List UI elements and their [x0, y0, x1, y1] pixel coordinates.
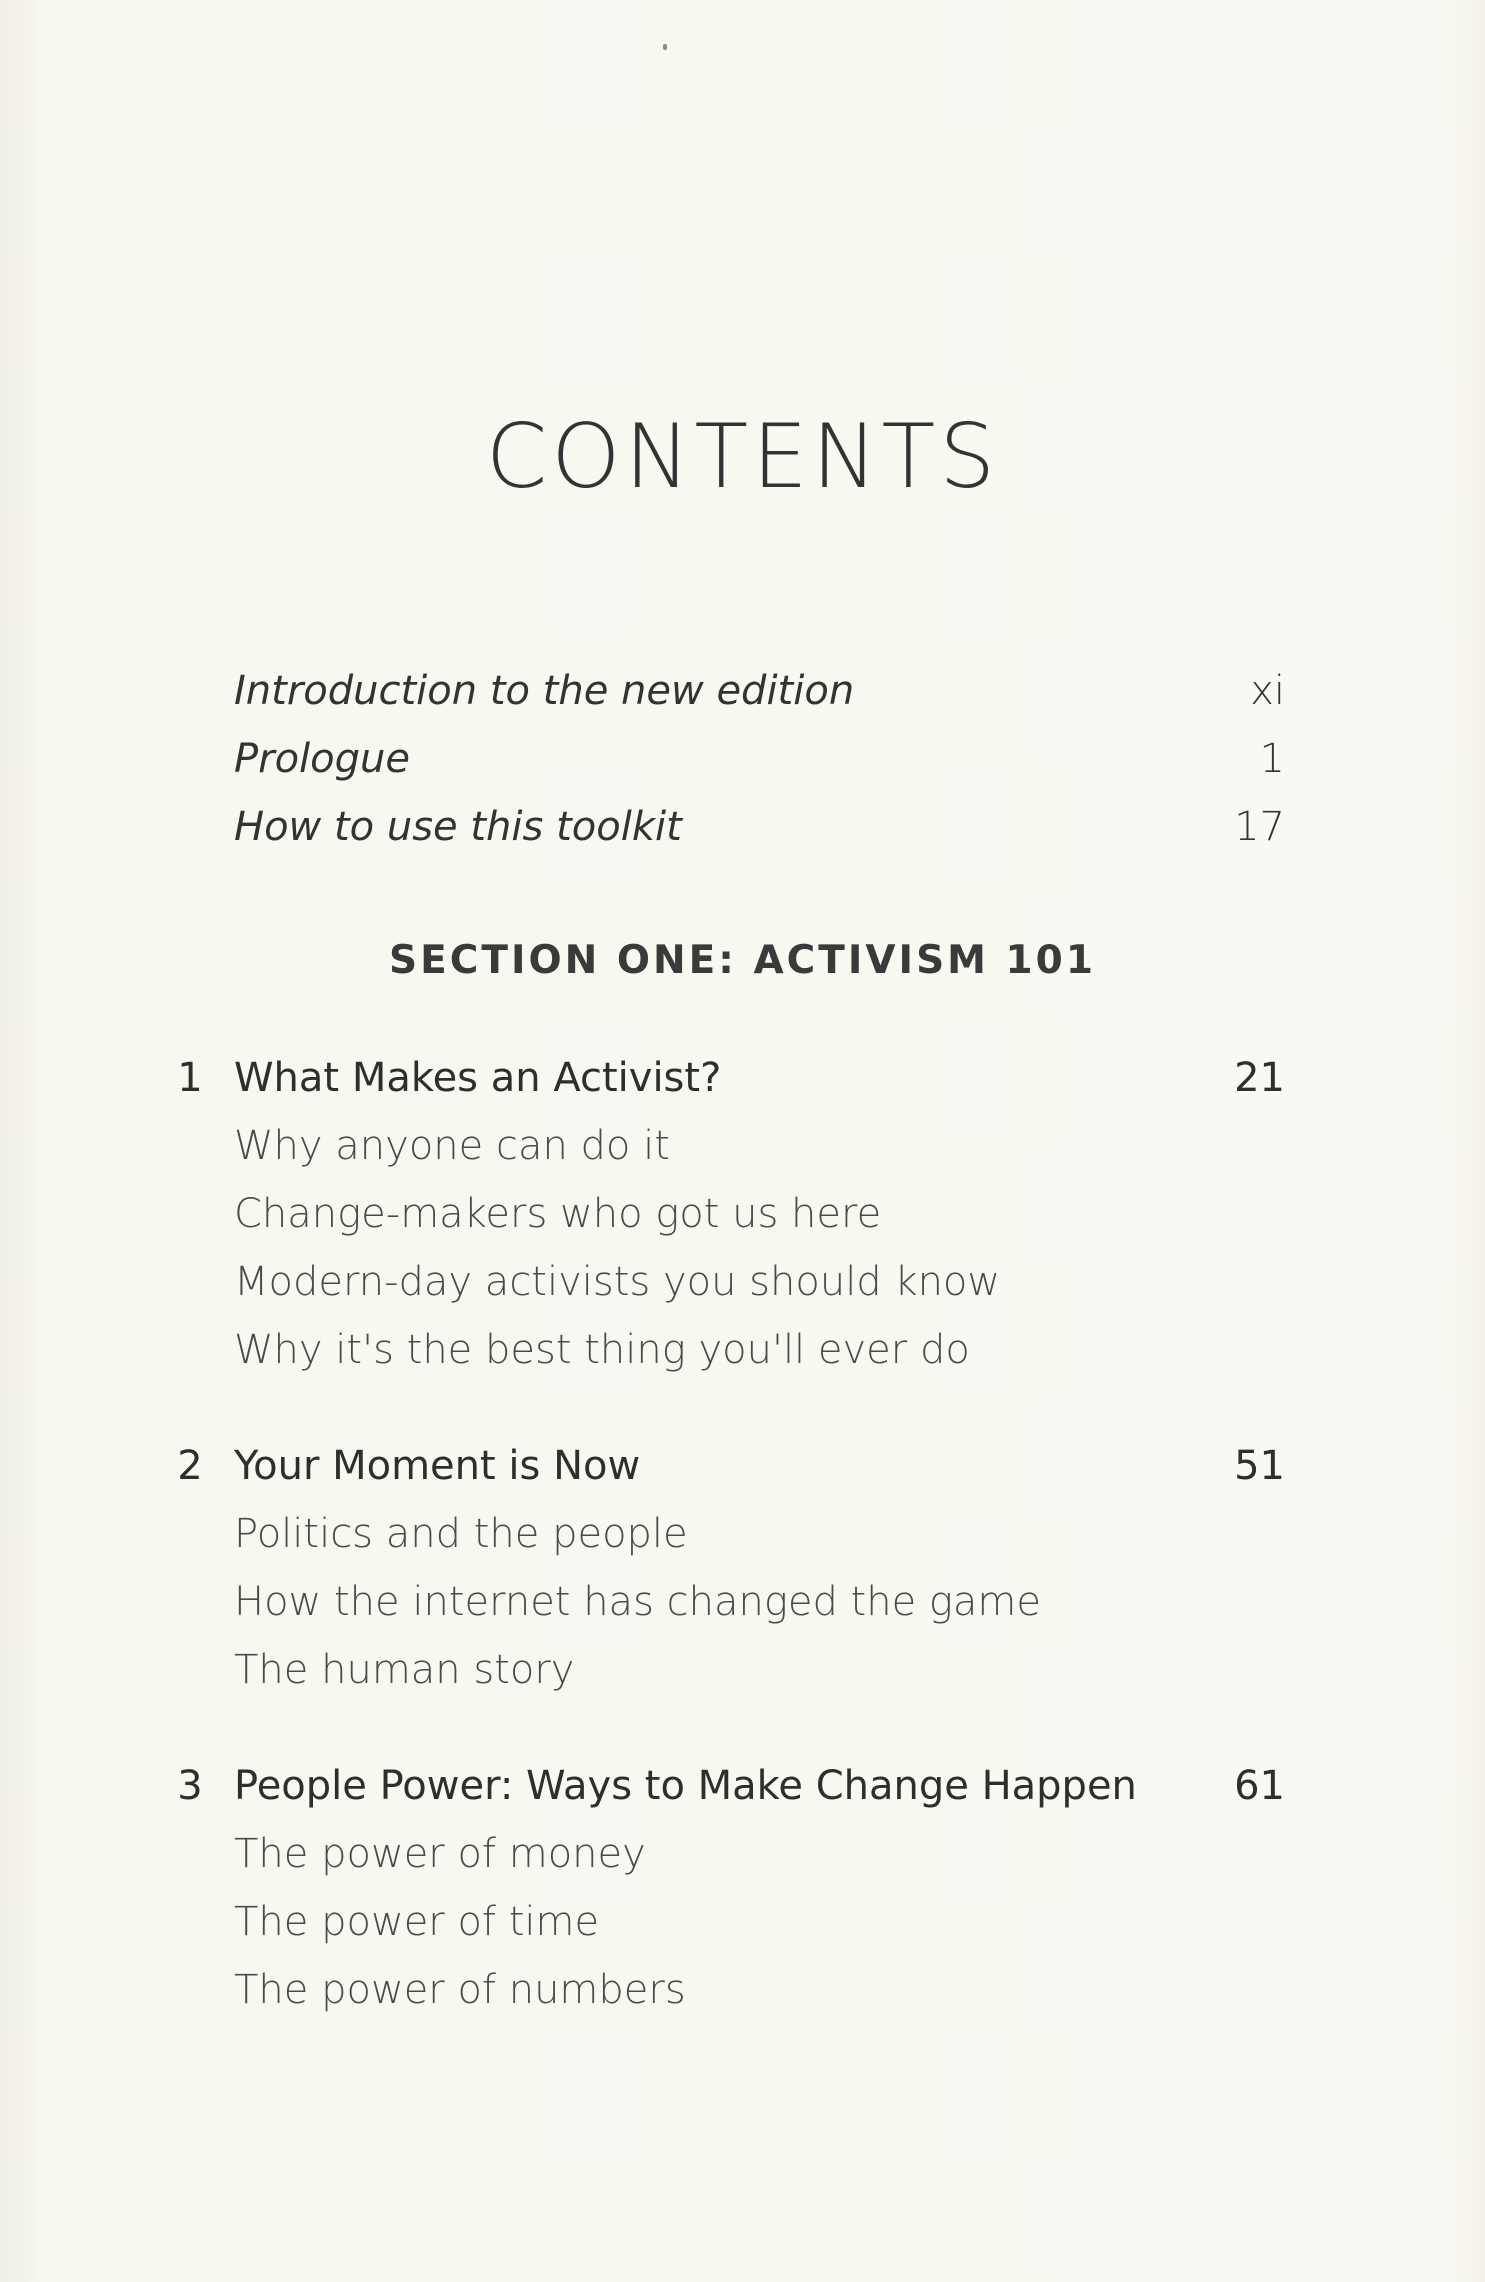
toc-front-entry [0, 736, 1485, 796]
toc-subsection [0, 1967, 1485, 2027]
toc-subsection [0, 1191, 1485, 1251]
subsection-label: Change-makers who got us here [234, 1191, 882, 1237]
toc-chapter [0, 1055, 1485, 1115]
chapter-title: Your Moment is Now [234, 1443, 641, 1489]
subsection-label: The power of numbers [234, 1967, 686, 2013]
subsection-label: How the internet has changed the game [234, 1579, 1041, 1625]
subsection-label: The power of money [234, 1831, 646, 1877]
toc-subsection [0, 1899, 1485, 1959]
toc-subsection [0, 1511, 1485, 1571]
toc-front-entry [0, 804, 1485, 864]
subsection-label: Modern-day activists you should know [234, 1259, 1001, 1305]
toc-subsection [0, 1647, 1485, 1707]
toc-entry-label: Introduction to the new edition [234, 668, 855, 714]
subsection-label: Why anyone can do it [234, 1123, 670, 1169]
toc-entry-label: How to use this toolkit [234, 804, 682, 850]
chapter-page: 61 [1234, 1763, 1285, 1809]
toc-subsection [0, 1123, 1485, 1183]
chapter-number: 1 [177, 1055, 203, 1101]
subsection-label: The power of time [234, 1899, 600, 1945]
toc-entry-page: 17 [1234, 804, 1285, 850]
toc-entry-page: 1 [1259, 736, 1285, 782]
subsection-label: Why it's the best thing you'll ever do [234, 1327, 970, 1373]
chapter-page: 21 [1234, 1055, 1285, 1101]
chapter-title: People Power: Ways to Make Change Happen [234, 1763, 1137, 1809]
toc-chapter [0, 1763, 1485, 1823]
toc-entry-page: xi [1250, 668, 1285, 714]
toc-subsection [0, 1579, 1485, 1639]
chapter-number: 2 [177, 1443, 203, 1489]
toc-subsection [0, 1259, 1485, 1319]
chapter-page: 51 [1234, 1443, 1285, 1489]
subsection-label: Politics and the people [234, 1511, 688, 1557]
toc-subsection [0, 1327, 1485, 1387]
subsection-label: The human story [234, 1647, 575, 1693]
section-heading: SECTION ONE: ACTIVISM 101 [389, 938, 1096, 983]
toc-front-entry [0, 668, 1485, 728]
chapter-title: What Makes an Activist? [234, 1055, 722, 1101]
chapter-number: 3 [177, 1763, 203, 1809]
print-speck [663, 44, 667, 50]
toc-chapter [0, 1443, 1485, 1503]
toc-subsection [0, 1831, 1485, 1891]
toc-entry-label: Prologue [234, 736, 410, 782]
page-title: CONTENTS [485, 405, 1000, 508]
